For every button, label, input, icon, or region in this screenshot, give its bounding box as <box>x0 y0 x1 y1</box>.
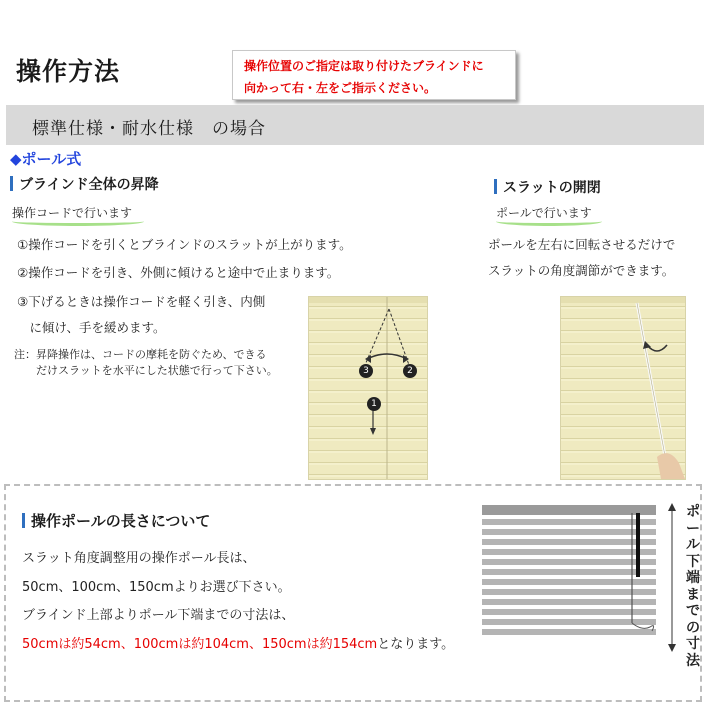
pole-length-heading <box>22 510 210 531</box>
slats-group <box>482 519 656 635</box>
notice-line-2: 向かって右・左をご指示ください。 <box>244 81 437 95</box>
tilt-text-1: ポールを左右に回転させるだけで <box>488 237 676 252</box>
heading-bar-icon <box>494 179 497 194</box>
lift-tag-text: 操作コードで行います <box>12 206 133 220</box>
slat <box>482 619 656 625</box>
pole-length-sizes: 50cmは約54cm、100cmは約104cm、150cmは約154cm <box>22 637 378 652</box>
spec-banner <box>6 105 704 145</box>
pole-length-suffix: となります。 <box>377 637 455 652</box>
slat <box>482 529 656 535</box>
slat <box>482 579 656 585</box>
marker-2: 2 <box>403 364 417 378</box>
lift-heading <box>10 174 159 194</box>
lift-step-3-cont: に傾け、手を緩めます。 <box>17 320 166 335</box>
tilt-heading-text: スラットの開閉 <box>503 180 601 196</box>
tilt-tag-text: ポールで行います <box>496 206 592 220</box>
notice-box <box>232 50 516 100</box>
tilt-blind-photo <box>560 296 686 480</box>
pole-length-line-4 <box>22 633 454 652</box>
tilt-heading <box>494 177 601 197</box>
lift-step-1: ①操作コードを引くとブラインドのスラットが上がります。 <box>17 237 352 252</box>
slat <box>482 569 656 575</box>
down-arrow-icon <box>370 428 376 435</box>
slat <box>482 589 656 595</box>
pole-length-diagram <box>480 503 660 653</box>
heading-bar-icon <box>22 513 25 528</box>
tilt-tag <box>496 204 602 226</box>
marker-1: 1 <box>367 397 381 411</box>
pole-length-line-1: スラット角度調整用の操作ポール長は、 <box>22 551 256 566</box>
page-title: 操作方法 <box>16 57 121 86</box>
lift-blind-photo <box>308 296 428 480</box>
slat <box>482 559 656 565</box>
lift-note-2: だけスラットを水平にした状態で行って下さい。 <box>14 364 278 377</box>
spec-banner-text: 標準仕様・耐水仕様 の場合 <box>32 119 266 139</box>
slat <box>482 629 656 635</box>
heading-bar-icon <box>10 176 13 191</box>
lift-note-1: 注：昇降操作は、コードの摩耗を防ぐため、できる <box>14 348 267 361</box>
lift-step-2: ②操作コードを引き、外側に傾けると途中で止まります。 <box>17 265 340 280</box>
slat <box>482 519 656 525</box>
tilt-diagram <box>561 297 685 479</box>
dimension-arrow <box>662 503 682 653</box>
slat <box>482 609 656 615</box>
slat <box>482 539 656 545</box>
slat <box>482 599 656 605</box>
lift-tag <box>12 204 144 226</box>
rotate-arrow-icon <box>647 345 667 351</box>
lift-step-3: ③下げるときは操作コードを軽く引き、内側 <box>17 294 266 309</box>
pole-length-line-3: ブラインド上部よりポール下端までの寸法は、 <box>22 608 295 623</box>
pole-length-line-2: 50cm、100cm、150cmよりお選び下さい。 <box>22 580 291 595</box>
lift-diagram <box>309 297 427 479</box>
dimension-label: ポール下端までの寸法 <box>686 504 700 669</box>
tilt-text-2: スラットの角度調節ができます。 <box>488 263 675 278</box>
pole-type-label: ◆ポール式 <box>10 150 82 168</box>
marker-3: 3 <box>359 364 373 378</box>
notice-line-1: 操作位置のご指定は取り付けたブラインドに <box>244 59 484 73</box>
pole-length-heading-text: 操作ポールの長さについて <box>31 512 211 530</box>
lift-heading-text: ブラインド全体の昇降 <box>19 177 159 193</box>
slat <box>482 549 656 555</box>
